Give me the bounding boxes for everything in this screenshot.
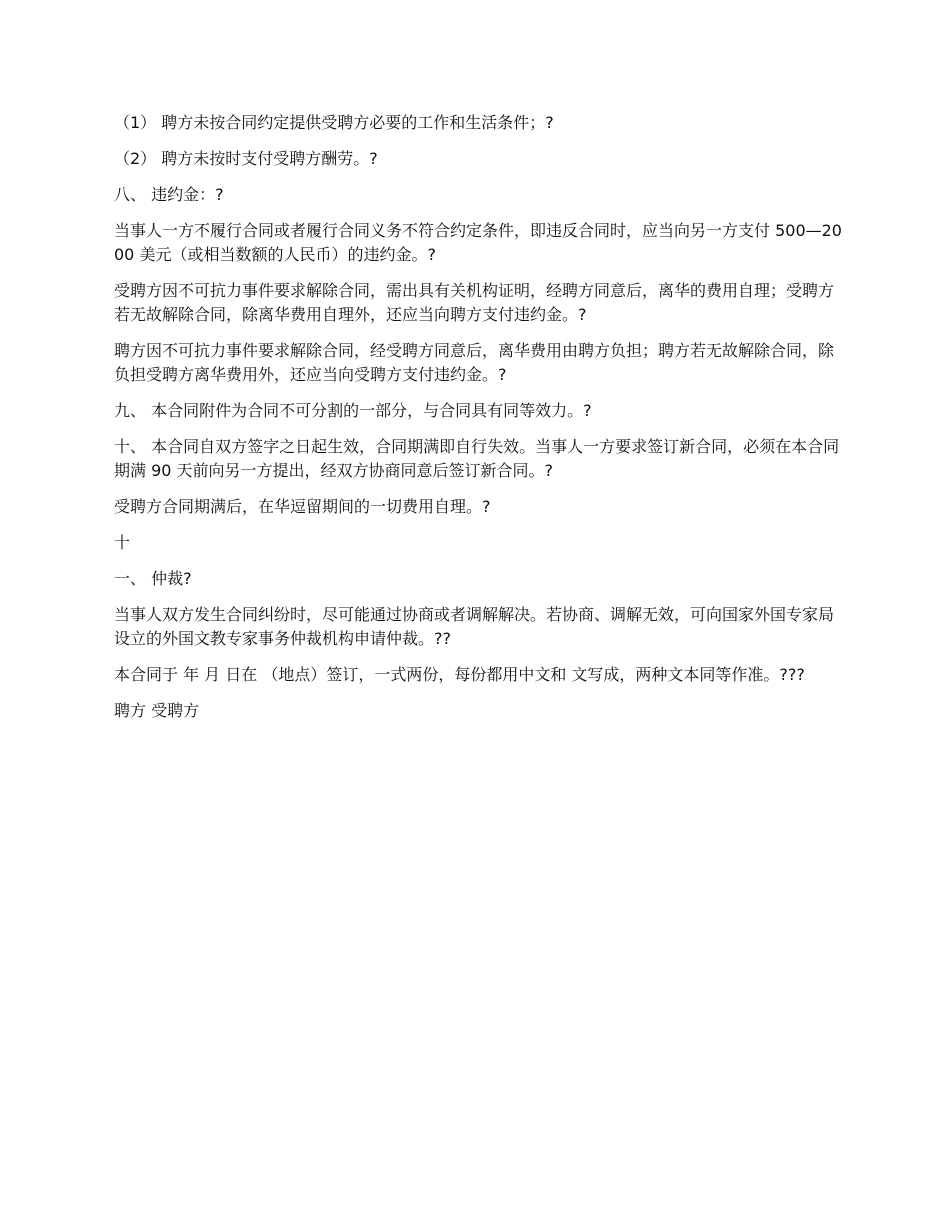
paragraph-clause-9: 九、 本合同附件为合同不可分割的一部分，与合同具有同等效力。? — [114, 401, 592, 420]
paragraph-expenses-after-expiry: 受聘方合同期满后，在华逗留期间的一切费用自理。? — [114, 497, 491, 516]
paragraph-signing-details: 本合同于 年 月 日在 （地点）签订，一式两份，每份都用中文和 文写成，两种文本同等作准。??? — [114, 665, 805, 684]
paragraph-employee-termination: 受聘方因不可抗力事件要求解除合同，需出具有关机构证明，经聘方同意后，离华的费用自理；受聘方若无故解除合同，除离华费用自理外，还应当向聘方支付违约金。? — [114, 281, 835, 324]
paragraph-penalty-amount: 当事人一方不履行合同或者履行合同义务不符合约定条件，即违反合同时，应当向另一方支付 500—2000 美元（或相当数额的人民币）的违约金。? — [114, 221, 842, 264]
paragraph-employer-termination: 聘方因不可抗力事件要求解除合同，经受聘方同意后，离华费用由聘方负担；聘方若无故解除合同，除负担受聘方离华费用外，还应当向受聘方支付违约金。? — [114, 341, 835, 384]
heading-clause-11-number: 十 — [114, 533, 131, 552]
paragraph-clause-7-item-2: （2） 聘方未按时支付受聘方酬劳。? — [114, 149, 378, 168]
heading-arbitration: 一、 仲裁? — [114, 569, 192, 588]
signature-parties: 聘方 受聘方 — [114, 701, 200, 720]
paragraph-clause-7-item-1: （1） 聘方未按合同约定提供受聘方必要的工作和生活条件；? — [114, 113, 554, 132]
paragraph-arbitration: 当事人双方发生合同纠纷时，尽可能通过协商或者调解解决。若协商、调解无效，可向国家外国专家局设立的外国文教专家事务仲裁机构申请仲裁。?? — [114, 605, 835, 648]
paragraph-clause-10: 十、 本合同自双方签字之日起生效，合同期满即自行失效。当事人一方要求签订新合同，必须在本合同期满 90 天前向另一方提出，经双方协商同意后签订新合同。? — [114, 437, 840, 480]
heading-clause-8: 八、 违约金：? — [114, 185, 224, 204]
document-body — [114, 111, 844, 735]
